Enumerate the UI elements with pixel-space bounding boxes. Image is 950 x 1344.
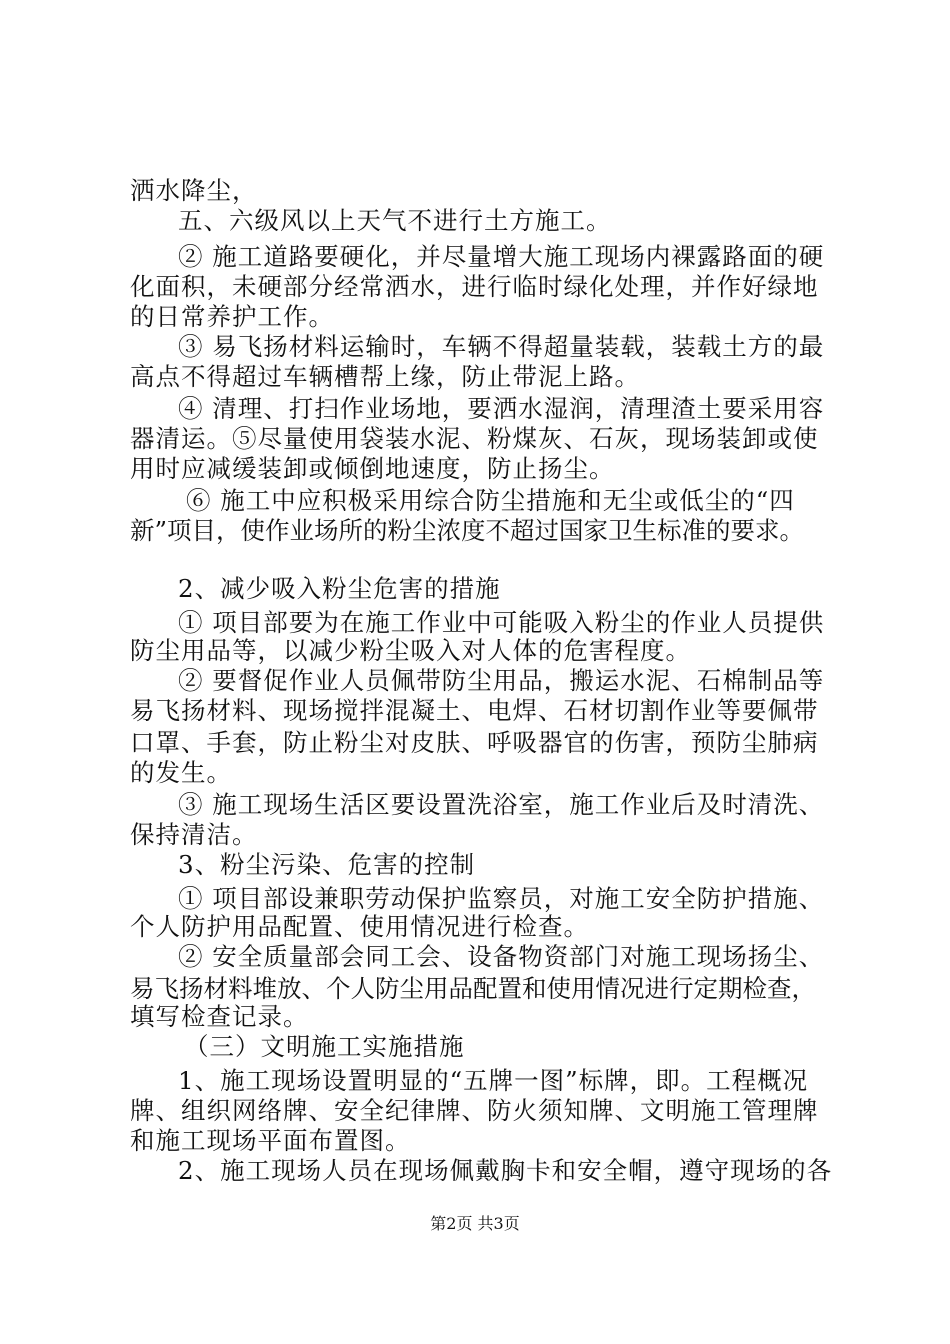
section-heading: 3、粉尘污染、危害的控制	[178, 850, 476, 879]
text-line: 和施工现场平面布置图。	[130, 1126, 411, 1155]
text-line: ① 项目部设兼职劳动保护监察员，对施工安全防护措施、	[178, 884, 825, 913]
section-heading: 2、减少吸入粉尘危害的措施	[178, 574, 501, 603]
section-heading: （三）文明施工实施措施	[184, 1032, 465, 1061]
text-line: 易飞扬材料、现场搅拌混凝土、电焊、石材切割作业等要佩带	[130, 696, 819, 725]
text-line: 高点不得超过车辆槽帮上缘，防止带泥上路。	[130, 362, 640, 391]
text-line: ② 施工道路要硬化，并尽量增大施工现场内裸露路面的硬	[178, 242, 825, 271]
text-line: ⑥ 施工中应积极采用综合防尘措施和无尘或低尘的“四	[186, 486, 795, 515]
text-line: 易飞扬材料堆放、个人防尘用品配置和使用情况进行定期检查，	[130, 974, 816, 1003]
text-line: 保持清洁。	[130, 820, 258, 849]
text-line: 牌、组织网络牌、安全纪律牌、防火须知牌、文明施工管理牌	[130, 1096, 819, 1125]
text-line: 的发生。	[130, 758, 232, 787]
text-line: 化面积，未硬部分经常洒水，进行临时绿化处理，并作好绿地	[130, 272, 819, 301]
text-line: 1、施工现场设置明显的“五牌一图”标牌，即。工程概况	[178, 1066, 809, 1095]
text-line: ③ 易飞扬材料运输时，车辆不得超量装载，装载土方的最	[178, 332, 825, 361]
text-line: ② 安全质量部会同工会、设备物资部门对施工现场扬尘、	[178, 942, 825, 971]
text-line: 洒水降尘，	[130, 176, 258, 205]
text-line: 口罩、手套，防止粉尘对皮肤、呼吸器官的伤害，预防尘肺病	[130, 728, 819, 757]
text-line: ③ 施工现场生活区要设置洗浴室，施工作业后及时清洗、	[178, 790, 825, 819]
text-line: 新”项目，使作业场所的粉尘浓度不超过国家卫生标准的要求。	[130, 516, 805, 545]
page-number-footer: 第2页 共3页	[430, 1214, 520, 1233]
text-line: 2、施工现场人员在现场佩戴胸卡和安全帽，遵守现场的各	[178, 1156, 833, 1185]
text-line: 用时应减缓装卸或倾倒地速度，防止扬尘。	[130, 454, 615, 483]
text-line: ② 要督促作业人员佩带防尘用品，搬运水泥、石棉制品等	[178, 666, 825, 695]
text-line: 器清运。⑤尽量使用袋装水泥、粉煤灰、石灰，现场装卸或使	[130, 424, 819, 453]
text-line: 五、六级风以上天气不进行土方施工。	[178, 206, 612, 235]
text-line: ① 项目部要为在施工作业中可能吸入粉尘的作业人员提供	[178, 608, 825, 637]
text-line: 填写检查记录。	[130, 1002, 309, 1031]
text-line: 防尘用品等，以减少粉尘吸入对人体的危害程度。	[130, 636, 691, 665]
text-line: 个人防护用品配置、使用情况进行检查。	[130, 912, 589, 941]
text-line: 的日常养护工作。	[130, 302, 334, 331]
text-line: ④ 清理、打扫作业场地，要洒水湿润，清理渣土要采用容	[178, 394, 825, 423]
